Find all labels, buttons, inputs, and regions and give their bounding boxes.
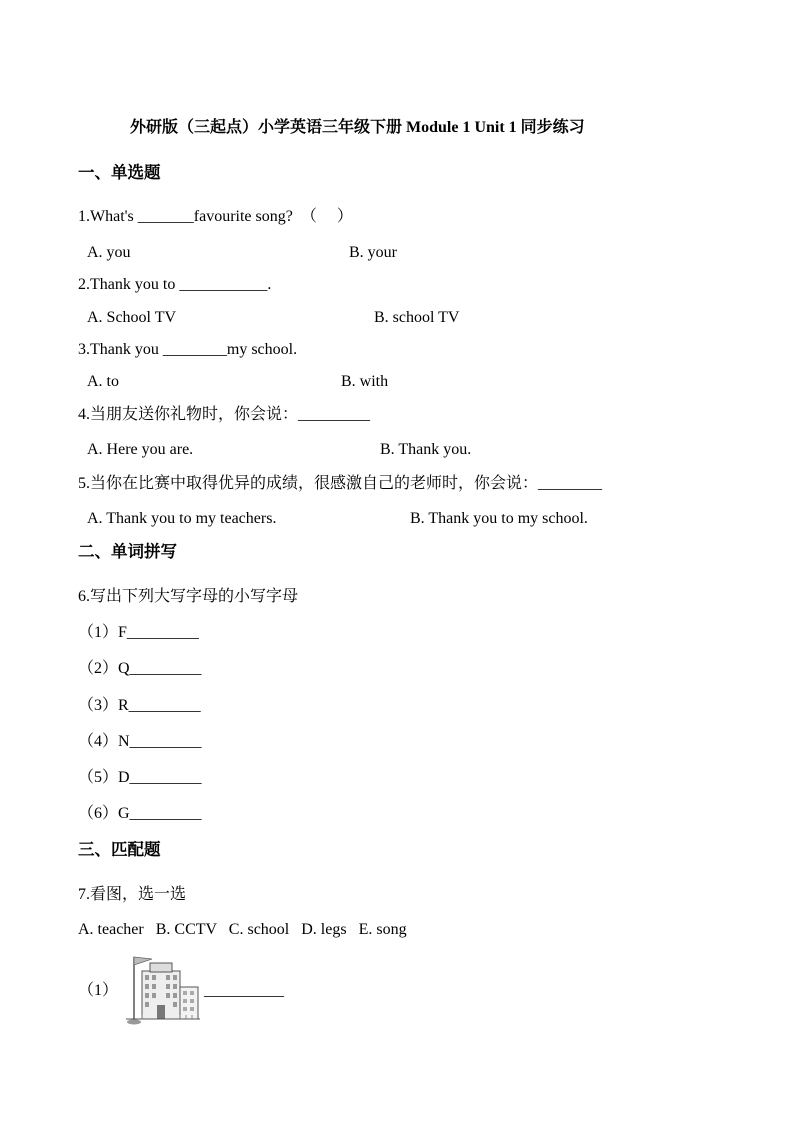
question-4-stem: 4.当朋友送你礼物时，你会说：_________	[78, 406, 371, 423]
question-6-item: （1）F_________	[78, 624, 199, 641]
question-7-item-1-label: （1）	[78, 982, 119, 999]
section-heading-matching: 三、匹配题	[78, 840, 161, 859]
question-3-stem: 3.Thank you ________my school.	[78, 341, 298, 358]
question-2-stem: 2.Thank you to ___________.	[78, 276, 272, 293]
question-6-item: （3）R_________	[78, 697, 201, 714]
page-title: 外研版（三起点）小学英语三年级下册 Module 1 Unit 1 同步练习	[130, 119, 585, 136]
question-6-item: （5）D_________	[78, 769, 202, 786]
question-2-option-a: A. School TV	[87, 309, 177, 326]
question-5-stem: 5.当你在比赛中取得优异的成绩，很感激自己的老师时，你会说：________	[78, 475, 603, 492]
question-7-stem: 7.看图，选一选	[78, 886, 187, 903]
question-2-option-b: B. school TV	[374, 309, 460, 326]
question-5-option-b: B. Thank you to my school.	[410, 510, 588, 527]
question-7-item-1-blank: __________	[204, 982, 284, 999]
question-7-options: A. teacher B. CCTV C. school D. legs E. song	[78, 921, 407, 938]
school-building-picture	[122, 953, 202, 1029]
section-heading-single-choice: 一、单选题	[78, 163, 161, 182]
question-6-item: （4）N_________	[78, 733, 202, 750]
question-1-option-b: B. your	[349, 244, 397, 261]
question-4-option-b: B. Thank you.	[380, 441, 472, 458]
question-1-stem: 1.What's _______favourite song? （ ）	[78, 208, 353, 225]
question-5-option-a: A. Thank you to my teachers.	[87, 510, 277, 527]
question-4-option-a: A. Here you are.	[87, 441, 194, 458]
question-6-item: （6）G_________	[78, 805, 202, 822]
question-3-option-b: B. with	[341, 373, 389, 390]
section-heading-spelling: 二、单词拼写	[78, 542, 177, 561]
question-1-option-a: A. you	[87, 244, 131, 261]
question-6-item: （2）Q_________	[78, 660, 202, 677]
question-3-option-a: A. to	[87, 373, 119, 390]
question-6-stem: 6.写出下列大写字母的小写字母	[78, 588, 299, 605]
